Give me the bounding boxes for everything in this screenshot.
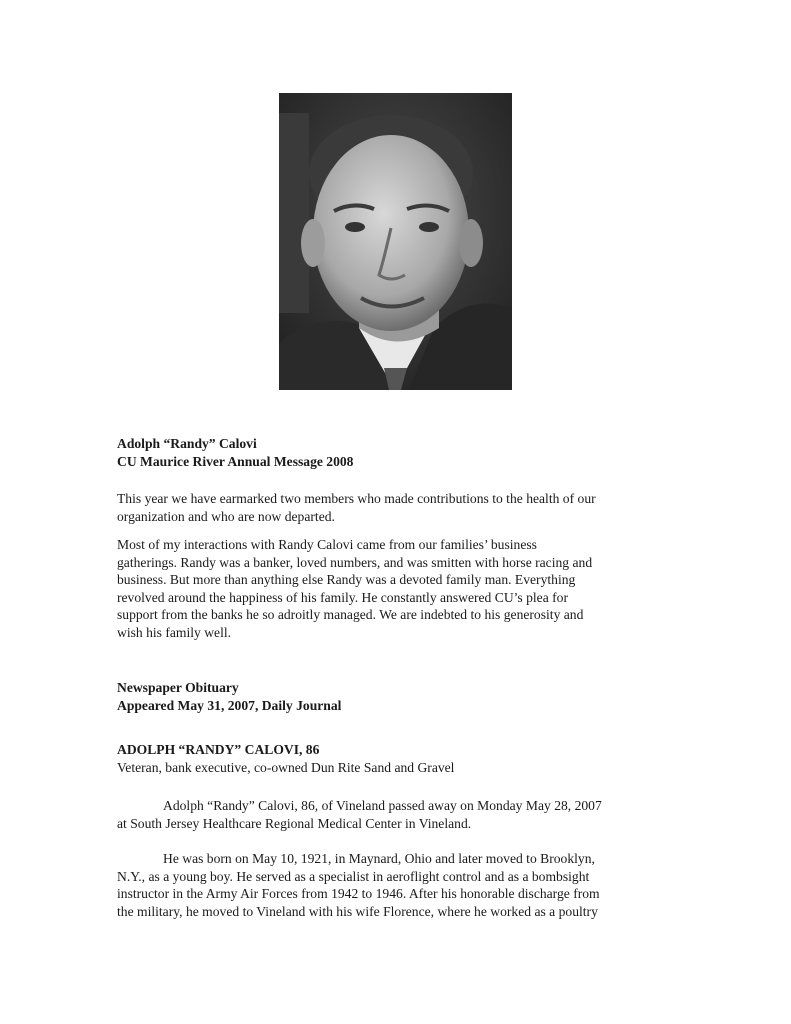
paragraph-line: business. But more than anything else Randy was a devoted family man. Everything (117, 572, 576, 587)
paragraph-line: at South Jersey Healthcare Regional Medical Center in Vineland. (117, 815, 472, 831)
obituary-title: ADOLPH “RANDY” CALOVI, 86 (117, 742, 320, 757)
obituary-paragraph-2 (117, 850, 677, 920)
paragraph-line: wish his family well. (117, 624, 232, 640)
paragraph-line: Most of my interactions with Randy Calovi came from our families’ business (117, 537, 537, 552)
intro-paragraph (117, 490, 677, 525)
paragraph-line: instructor in the Army Air Forces from 1942 to 1946. After his honorable discharge from (117, 886, 600, 901)
obituary-title-block (117, 741, 677, 776)
obituary-label: Newspaper Obituary (117, 680, 239, 695)
person-name: Adolph “Randy” Calovi (117, 436, 257, 451)
heading-block (117, 435, 677, 470)
paragraph-line: revolved around the happiness of his family. He constantly answered CU’s plea for (117, 589, 568, 605)
paragraph-line: the military, he moved to Vineland with his wife Florence, where he worked as a poultry (117, 903, 598, 919)
paragraph-line: gatherings. Randy was a banker, loved numbers, and was smitten with horse racing and (117, 554, 593, 570)
obituary-appeared: Appeared May 31, 2007, Daily Journal (117, 697, 342, 713)
portrait-image (279, 93, 512, 390)
paragraph-line: organization and who are now departed. (117, 508, 335, 524)
paragraph-line: N.Y., as a young boy. He served as a specialist in aeroflight control and as a bombsight (117, 868, 590, 884)
portrait-photo (279, 93, 512, 390)
interactions-paragraph (117, 536, 677, 641)
paragraph-line: He was born on May 10, 1921, in Maynard, Ohio and later moved to Brooklyn, (163, 851, 595, 866)
obituary-subtitle: Veteran, bank executive, co-owned Dun Rite Sand and Gravel (117, 759, 455, 775)
paragraph-line: This year we have earmarked two members who made contributions to the health of our (117, 491, 596, 506)
obituary-paragraph-1 (117, 797, 677, 832)
message-title: CU Maurice River Annual Message 2008 (117, 453, 354, 469)
paragraph-line: support from the banks he so adroitly managed. We are indebted to his generosity and (117, 607, 584, 622)
obituary-heading (117, 679, 677, 714)
paragraph-line: Adolph “Randy” Calovi, 86, of Vineland passed away on Monday May 28, 2007 (163, 798, 602, 813)
